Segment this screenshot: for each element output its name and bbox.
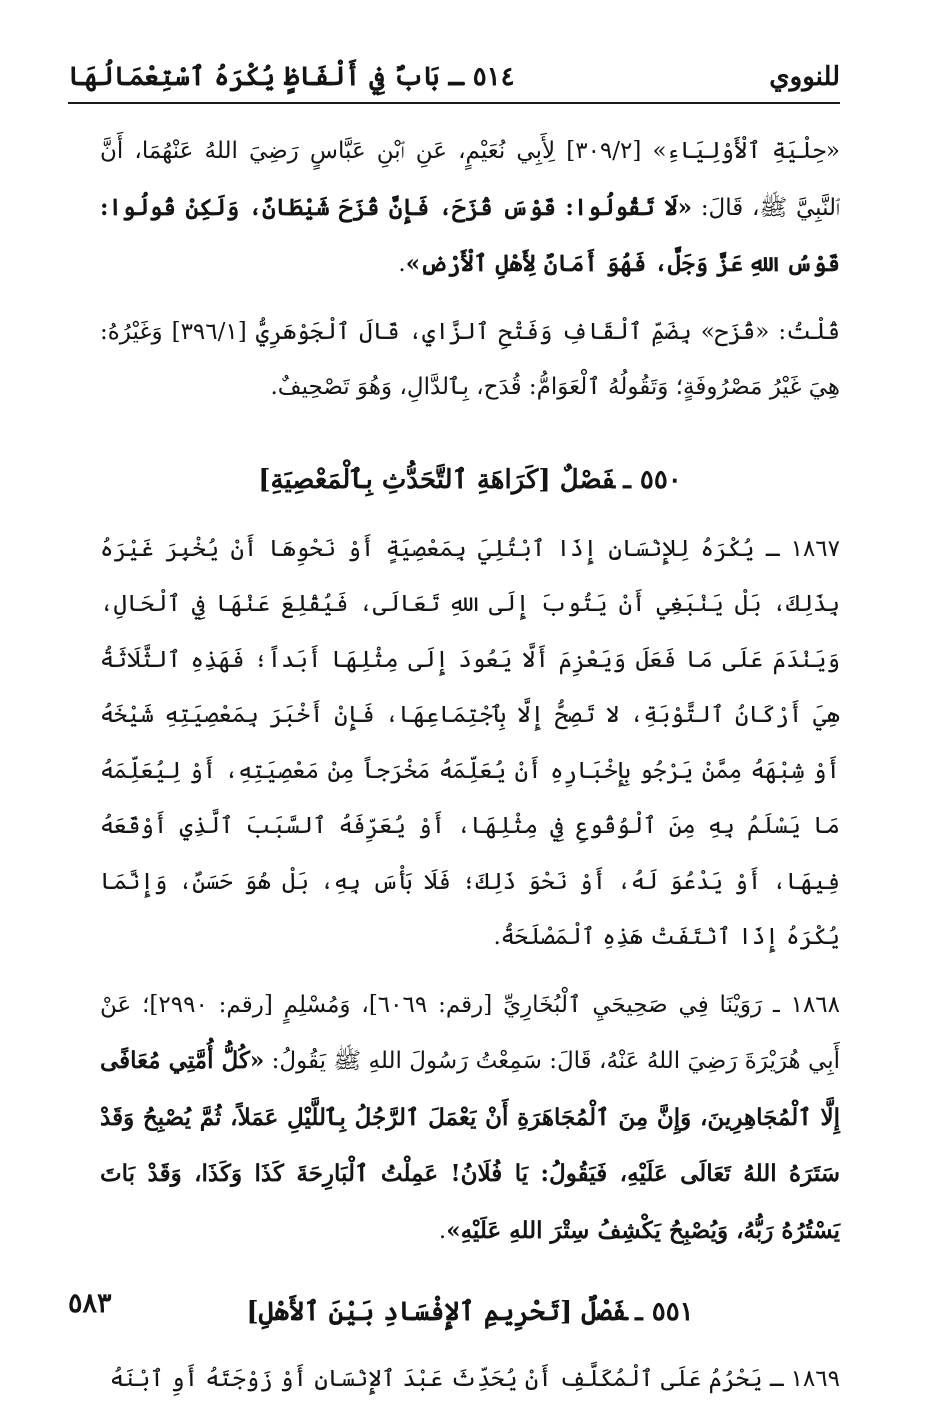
paragraph-1868-hadith: «كُلُّ أُمَّتِي مُعَافًى إِلَّا ٱلْمُجَاهِرِينَ، وَإِنَّ مِنَ ٱلْمُجَاهَرَةِ أَنْ يَعْمَلَ ٱلرَّجُلُ بِٱللَّيْلِ عَمَلاً، ثُمَّ يُصْبِحُ وَقَدْ سَتَرَهُ اللهُ تَعَالَى عَلَيْهِ، فَيَقُولُ: يَا فُلَانُ! عَمِلْتُ ٱلْبَارِحَةَ كَذَا وَكَذَا، وَقَدْ بَاتَ يَسْتُرُهُ رَبُّهُ، وَيُصْبِحُ يَكْشِفُ سِتْرَ اللهِ عَلَيْهِ» [100, 1047, 840, 1244]
section-number: ٥٥١ ـ [635, 1297, 694, 1327]
paragraph-1869: ١٨٦٩ ـ يَحْرُمُ عَلَى ٱلْمُكَلَّفِ أَنْ يُحَدِّثَ عَبْدَ ٱلإِنْسَانِ أَوْ زَوْجَتَهُ أَوِ ٱبْنَهُ [109, 1366, 840, 1392]
intro-lead-text: «حِلْيَةِ ٱلْأَوْلِيَاءِ» [٣٠٩/٢] لِأَبِي نُعَيْمٍ، عَنِ ٱبْنِ عَبَّاسٍ رَضِيَ اللهُ عَنْهُمَا، أَنَّ ٱلنَّبِيَّ ﷺ، قَالَ: [100, 138, 840, 221]
section-heading-550 [100, 460, 840, 500]
section-title: فَصْلٌ [كَرَاهَةِ ٱلتَّحَدُّثِ بِٱلْمَعْصِيَةِ] [258, 464, 616, 495]
intro-hadith-quote: «لَا تَقُولُوا: قَوْسَ قُزَحَ، فَإِنَّ قُزَحَ شَيْطَانٌ، وَلَكِنْ قُولُوا: قَوْسُ اللهِ عَزَّ وَجَلَّ، فَهُوَ أَمَانٌ لِأَهْلِ ٱلْأَرْضِ» [100, 193, 840, 277]
page-number: ٥٨٣ [68, 1288, 112, 1319]
page-body [100, 124, 840, 1408]
section-title: فَصْلٌ [تَحْرِيمِ ٱلإِفْسَادِ بَيْنَ ٱلأَهْلِ] [246, 1297, 628, 1327]
note-paragraph: قُلْتُ: «قُزَح» بِضَمِّ ٱلْقَافِ وَفَتْحِ ٱلزَّايِ، قَالَ ٱلْجَوْهَرِيُّ [٣٩٦/١] وَغَيْرُهُ: هِيَ غَيْرُ مَصْرُوفَةٍ؛ وَتَقُولُهُ ٱلْعَوَامُّ: قُدَح، بِٱلدَّالِ، وَهُوَ تَصْحِيفٌ. [100, 318, 840, 400]
section-number: ٥٥٠ ـ [623, 464, 682, 495]
header-chapter-title: ٥١٤ ـ بَابٌ فِي أَلْفَاظٍ يُكْرَهُ ٱسْتِعْمَالُهَا [68, 62, 515, 92]
header-author: للنووي [769, 62, 840, 92]
intro-paragraph [100, 124, 840, 293]
paragraph-1868-end: . [438, 1217, 447, 1244]
intro-end-punct: . [398, 251, 406, 277]
paragraph-1867: ١٨٦٧ ـ يُكْرَهُ لِلإِنْسَانِ إِذَا ٱبْتُلِيَ بِمَعْصِيَةٍ أَوْ نَحْوِهَا أَنْ يُخْبِرَ غَيْرَهُ بِذَلِكَ، بَلْ يَنْبَغِي أَنْ يَتُوبَ إِلَى اللهِ تَعَالَى، فَيُقْلِعَ عَنْهَا فِي ٱلْحَالِ، وَيَنْدَمَ عَلَى مَا فَعَلَ وَيَعْزِمَ أَلَّا يَعُودَ إِلَى مِثْلِهَا أَبَداً؛ فَهَذِهِ ٱلثَّلَاثَةُ هِيَ أَرْكَانُ ٱلتَّوْبَةِ، لا تَصِحُّ إِلَّا بِٱجْتِمَاعِهَا، فَإِنْ أَخْبَرَ بِمَعْصِيَتِهِ شَيْخَهُ أَوْ شِبْهَهُ مِمَّنْ يَرْجُو بِإِخْبَارِهِ أَنْ يُعَلِّمَهُ مَخْرَجاً مِنْ مَعْصِيَتِهِ، أَوْ لِيُعَلِّمَهُ مَا يَسْلَمُ بِهِ مِنَ ٱلْوُقُوعِ فِي مِثْلِهَا، أَوْ يُعَرِّفَهُ ٱلسَّبَبَ ٱلَّذِي أَوْقَعَهُ فِيهَا، أَوْ يَدْعُوَ لَهُ، أَوْ نَحْوَ ذَلِكَ؛ فَلَا بَأْسَ بِهِ، بَلْ هُوَ حَسَنٌ، وَإِنَّمَا يُكْرَهُ إِذَا ٱنْتَفَتْ هَذِهِ ٱلْمَصْلَحَةُ. [100, 535, 840, 950]
running-header [68, 52, 840, 104]
paragraph-1868 [100, 978, 840, 1260]
paragraph-1868-lead: ١٨٦٨ ـ رَوَيْنَا فِي صَحِيحَيِ ٱلْبُخَارِيِّ [رقم: ٦٠٦٩]، وَمُسْلِمٍ [رقم: ٢٩٩٠]؛ عَنْ أَبِي هُرَيْرَةَ رَضِيَ اللهُ عَنْهُ، قَالَ: سَمِعْتُ رَسُولَ اللهِ ﷺ يَقُولُ: [100, 991, 841, 1074]
section-heading-551 [100, 1292, 840, 1332]
